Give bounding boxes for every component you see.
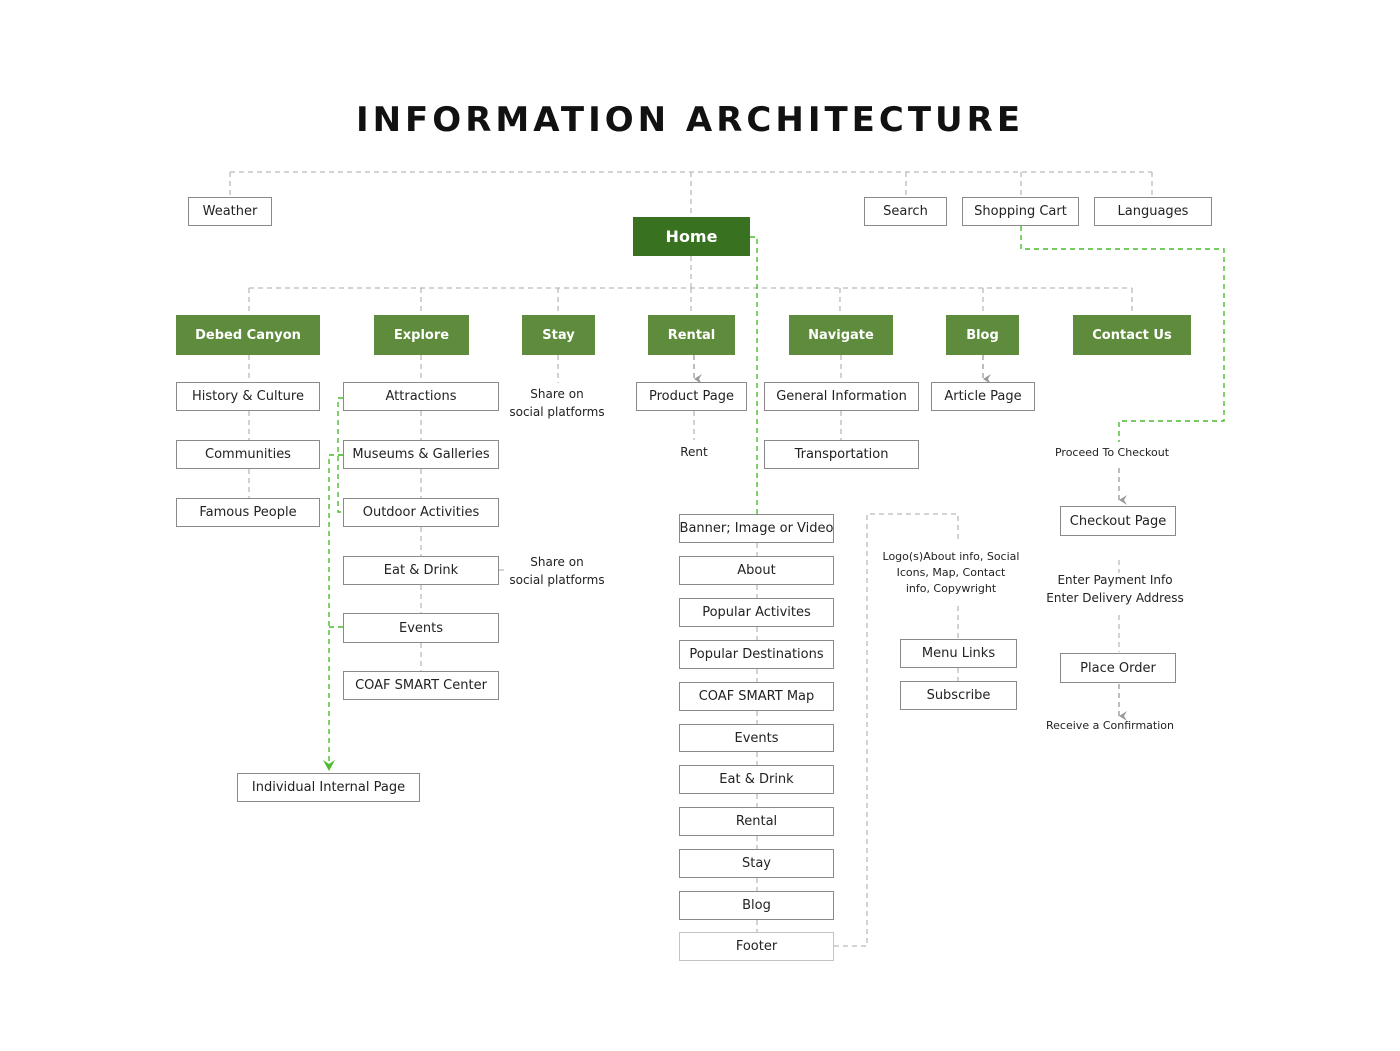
home-section-footer[interactable]: Footer [679,932,834,961]
receive-confirmation-label: Receive a Confirmation [1046,719,1174,732]
explore-item-events[interactable]: Events [343,613,499,643]
home-section-rental[interactable]: Rental [679,807,834,836]
checkout-steps-label: Enter Payment Info Enter Delivery Address [1046,573,1184,605]
languages-node[interactable]: Languages [1094,197,1212,226]
home-section-stay[interactable]: Stay [679,849,834,878]
explore-item-museums[interactable]: Museums & Galleries [343,440,499,469]
explore-item-outdoor[interactable]: Outdoor Activities [343,498,499,527]
footer-menu-links[interactable]: Menu Links [900,639,1017,668]
home-section-blog[interactable]: Blog [679,891,834,920]
navigate-general-info[interactable]: General Information [764,382,919,411]
nav-navigate[interactable]: Navigate [789,315,893,355]
home-section-popular-destinations[interactable]: Popular Destinations [679,640,834,669]
home-node[interactable]: Home [633,217,750,256]
home-section-about[interactable]: About [679,556,834,585]
rental-rent-label: Rent [680,445,708,459]
stay-share-label: Share on social platforms [509,387,605,419]
explore-item-eat-drink[interactable]: Eat & Drink [343,556,499,585]
proceed-to-checkout-label: Proceed To Checkout [1054,446,1170,459]
place-order-node[interactable]: Place Order [1060,653,1176,683]
individual-internal-page[interactable]: Individual Internal Page [237,773,420,802]
explore-item-coaf-center[interactable]: COAF SMART Center [343,671,499,700]
eat-share-label: Share on social platforms [509,555,605,587]
debed-item-famous-people[interactable]: Famous People [176,498,320,527]
home-section-eat-drink[interactable]: Eat & Drink [679,765,834,794]
debed-item-communities[interactable]: Communities [176,440,320,469]
weather-node[interactable]: Weather [188,197,272,226]
home-section-events[interactable]: Events [679,724,834,752]
nav-explore[interactable]: Explore [374,315,469,355]
home-section-coaf-map[interactable]: COAF SMART Map [679,682,834,711]
nav-stay[interactable]: Stay [522,315,595,355]
explore-item-attractions[interactable]: Attractions [343,382,499,411]
page-title: INFORMATION ARCHITECTURE [355,100,1025,140]
nav-blog[interactable]: Blog [946,315,1019,355]
blog-article-page[interactable]: Article Page [931,382,1035,411]
nav-rental[interactable]: Rental [648,315,735,355]
shopping-cart-node[interactable]: Shopping Cart [962,197,1079,226]
footer-subscribe[interactable]: Subscribe [900,681,1017,710]
navigate-transportation[interactable]: Transportation [764,440,919,469]
nav-debed-canyon[interactable]: Debed Canyon [176,315,320,355]
search-node[interactable]: Search [864,197,947,226]
home-section-banner[interactable]: Banner; Image or Video [679,514,834,543]
nav-contact-us[interactable]: Contact Us [1073,315,1191,355]
checkout-page-node[interactable]: Checkout Page [1060,506,1176,536]
home-section-popular-activities[interactable]: Popular Activites [679,598,834,627]
rental-product-page[interactable]: Product Page [636,382,747,411]
flow-arrowhead [323,760,335,771]
footer-content-label: Logo(s)About info, Social Icons, Map, Contact info, Copywright [882,550,1020,595]
debed-item-history[interactable]: History & Culture [176,382,320,411]
